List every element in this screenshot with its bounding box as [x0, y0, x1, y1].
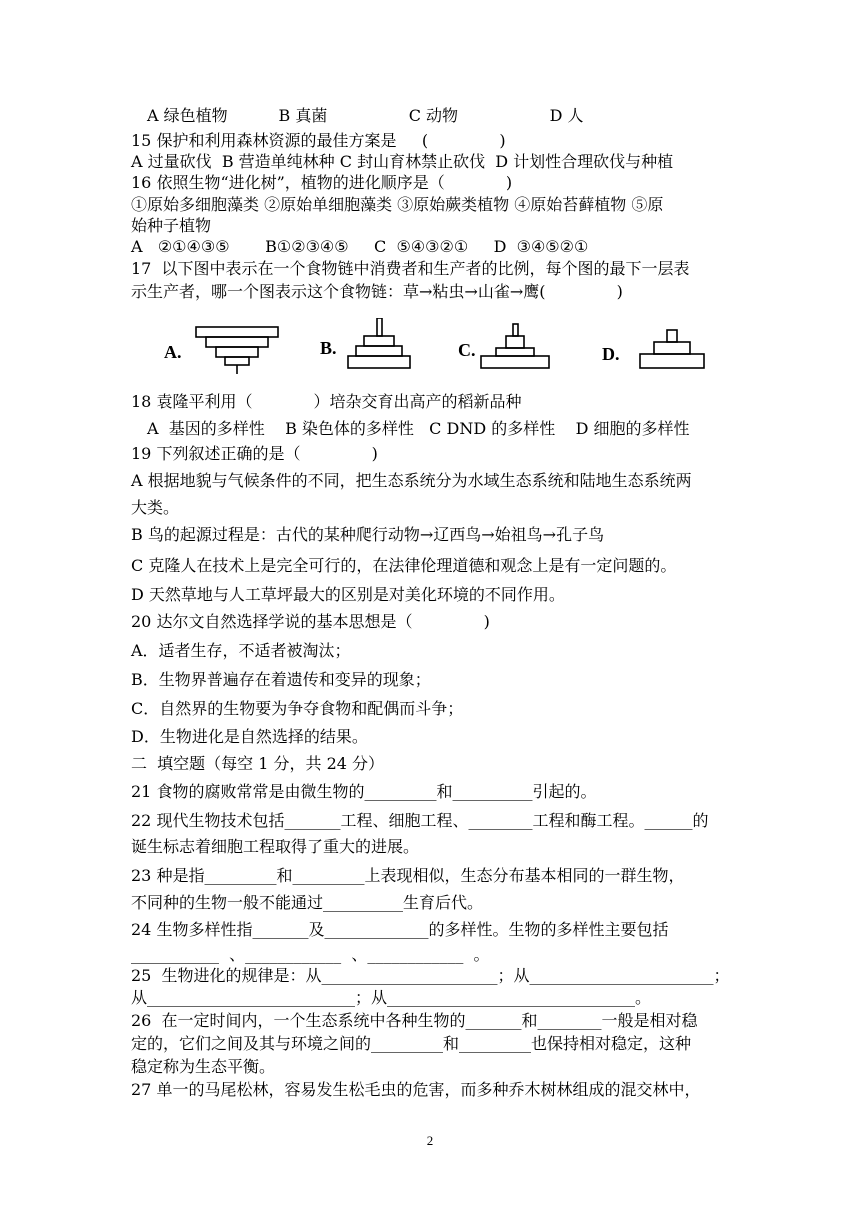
- q19-option-b: B 鸟的起源过程是：古代的某种爬行动物→辽西鸟→始祖鸟→孔子鸟: [131, 525, 605, 544]
- q18-options: A 基因的多样性 B 染色体的多样性 C DND 的多样性 D 细胞的多样性: [147, 419, 690, 438]
- q22-line1: 22 现代生物技术包括_______工程、细胞工程、________工程和酶工程。______的: [131, 811, 709, 830]
- diagram-c: [458, 324, 549, 368]
- q15-options: A 过量砍伐 B 营造单纯林种 C 封山育林禁止砍伐 D 计划性合理砍伐与种植: [131, 152, 674, 171]
- q23-line1: 23 种是指_________和_________上表现相似，生态分布基本相同的一群生物，: [131, 866, 685, 885]
- q25-line1: 25 生物进化的规律是：从______________________；从_______________________；: [131, 966, 730, 985]
- q27-line1: 27 单一的马尾松林，容易发生松毛虫的危害，而多种乔木树林组成的混交林中，: [131, 1080, 701, 1099]
- q14-options: A 绿色植物 B 真菌 C 动物 D 人: [147, 106, 584, 125]
- section-fill-in-heading: 二 填空题（每空 1 分，共 24 分）: [131, 754, 385, 773]
- q19-option-c: C 克隆人在技术上是完全可行的，在法律伦理道德和观念上是有一定问题的。: [131, 556, 677, 575]
- q25-line2: 从__________________________；从_______________________________。: [131, 988, 652, 1007]
- q19-question: 19 下列叙述正确的是（ ): [131, 444, 378, 463]
- q20-option-c: C．自然界的生物要为争夺食物和配偶而斗争；: [131, 699, 464, 718]
- q16-options: A ②①④③⑤ B①②③④⑤ C ⑤④③②① D ③④⑤②①: [131, 237, 589, 256]
- diagram-b: [320, 318, 410, 368]
- diagram-a: [164, 327, 278, 374]
- q16-question: 16 依照生物“进化树”，植物的进化顺序是（ ): [131, 173, 513, 192]
- q24-line2: ___________ 、____________ 、____________ 。: [131, 945, 490, 964]
- diagram-d-label: D.: [602, 344, 620, 364]
- q26-line2: 定的，它们之间及其与环境之间的_________和_________也保持相对稳定，这种: [131, 1034, 692, 1053]
- q17-question-line1: 17 以下图中表示在一个食物链中消费者和生产者的比例，每个图的最下一层表: [131, 259, 690, 278]
- q26-line1: 26 在一定时间内，一个生态系统中各种生物的_______和________一般是相对稳: [131, 1011, 698, 1030]
- diagram-b-label: B.: [320, 338, 337, 358]
- q16-items-line2: 始种子植物: [131, 216, 212, 235]
- q20-option-d: D．生物进化是自然选择的结果。: [131, 727, 368, 746]
- diagram-d: [602, 330, 704, 368]
- q15-question: 15 保护和利用森林资源的最佳方案是 ( ): [131, 131, 506, 150]
- q20-option-a: A．适者生存，不适者被淘汰；: [131, 641, 351, 660]
- q21: 21 食物的腐败常常是由微生物的_________和__________引起的。: [131, 782, 597, 801]
- q18-question: 18 袁隆平利用（ ）培杂交育出高产的稻新品种: [131, 392, 522, 411]
- q19-option-a-line1: A 根据地貌与气候条件的不同，把生态系统分为水域生态系统和陆地生态系统两: [131, 471, 692, 490]
- q20-question: 20 达尔文自然选择学说的基本思想是（ ): [131, 612, 490, 631]
- q22-line2: 诞生标志着细胞工程取得了重大的进展。: [131, 837, 420, 856]
- diagram-c-label: C.: [458, 340, 476, 360]
- q24-line1: 24 生物多样性指_______及_____________的多样性。生物的多样性主要包括: [131, 920, 669, 939]
- q20-option-b: B．生物界普遍存在着遗传和变异的现象；: [131, 670, 431, 689]
- q19-option-a-line2: 大类。: [131, 498, 180, 517]
- q23-line2: 不同种的生物一般不能通过__________生育后代。: [131, 893, 484, 912]
- q17-question-line2: 示生产者，哪一个图表示这个食物链：草→粘虫→山雀→鹰( ): [131, 282, 623, 301]
- diagram-a-label: A.: [164, 342, 182, 362]
- q16-items-line1: ①原始多细胞藻类 ②原始单细胞藻类 ③原始蕨类植物 ④原始苔藓植物 ⑤原: [131, 195, 664, 214]
- page-number: 2: [426, 1133, 434, 1148]
- q26-line3: 稳定称为生态平衡。: [131, 1057, 276, 1076]
- q19-option-d: D 天然草地与人工草坪最大的区别是对美化环境的不同作用。: [131, 585, 565, 604]
- food-pyramid-diagrams: [150, 318, 730, 380]
